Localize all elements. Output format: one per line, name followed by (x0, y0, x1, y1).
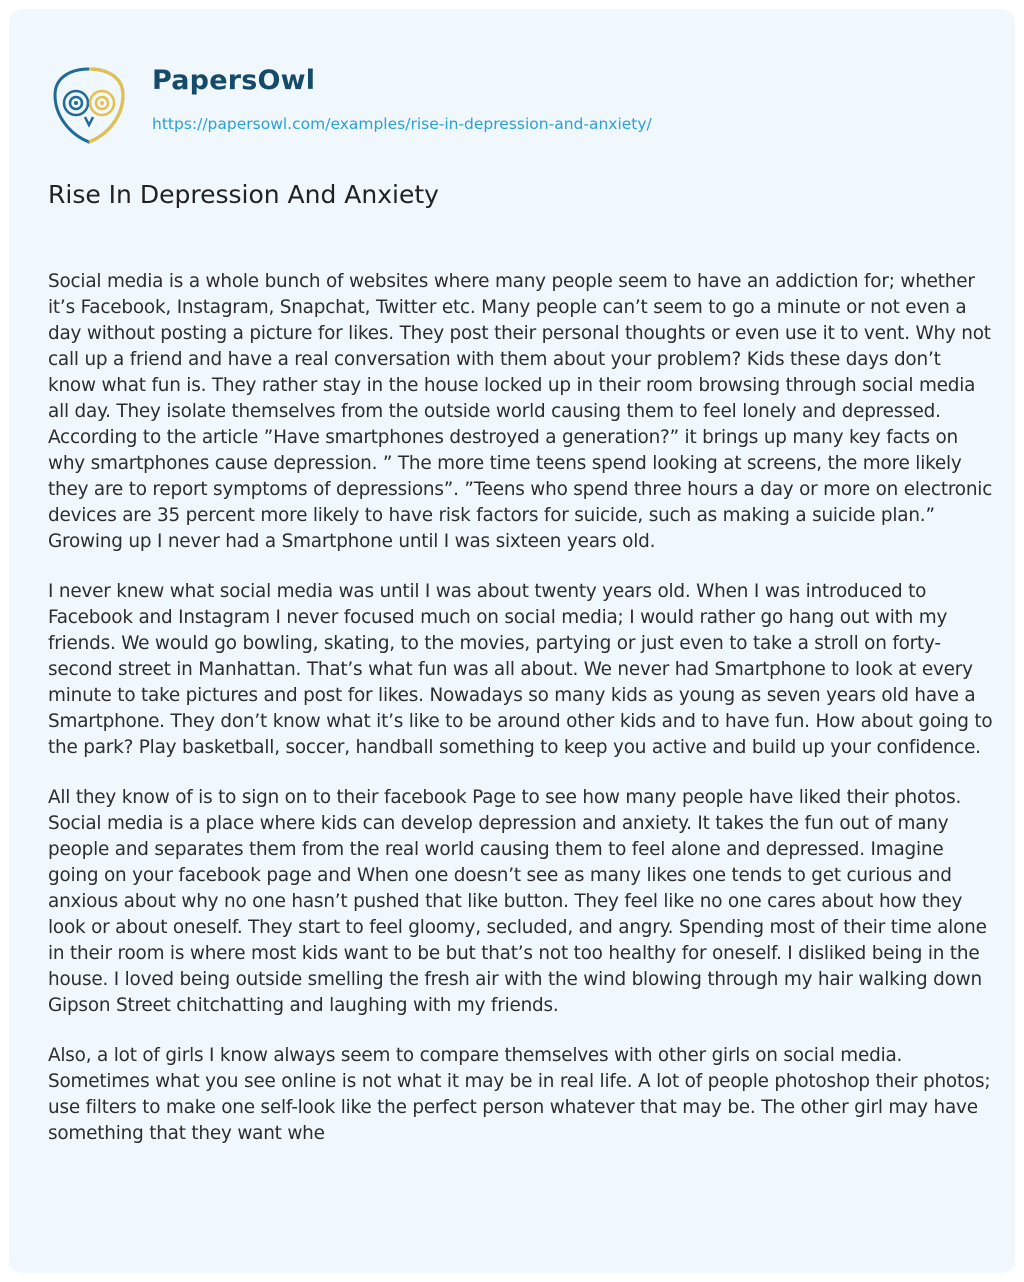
paragraph-4: Also, a lot of girls I know always seem to compare themselves with other girls on social media. Sometimes what you see online is not what it may be in real life. A lot of people photoshop their photos; use filters to make one self-look like the perfect person whatever that may be. The other girl may have something that they want whe (48, 1045, 991, 1144)
page-card (9, 9, 1015, 1273)
brand-name: PapersOwl (152, 65, 316, 96)
owl-logo-icon (49, 65, 129, 145)
essay-body (48, 269, 994, 1171)
paragraph-3: All they know of is to sign on to their facebook Page to see how many people have liked their photos. Social media is a place where kids can develop depression and anxiety. It takes the fun out of many people and separates them from the real world causing them to feel alone and depressed. Imagine going on your facebook page and When one doesn’t see as many likes one tends to get curious and anxious about why no one hasn’t pushed that like button. They feel like no one cares about how they look or about oneself. They start to feel gloomy, secluded, and angry. Spending most of their time alone in their room is where most kids want to be but that’s not too healthy for oneself. I disliked being in the house. I loved being outside smelling the fresh air with the wind blowing through my hair walking down Gipson Street chitchatting and laughing with my friends. (48, 787, 987, 1016)
header (49, 65, 989, 145)
source-url-link[interactable]: https://papersowl.com/examples/rise-in-depression-and-anxiety/ (152, 115, 652, 133)
paragraph-2: I never knew what social media was until I was about twenty years old. When I was introduced to Facebook and Instagram I never focused much on social media; I would rather go hang out with my friends. We would go bowling, skating, to the movies, partying or just even to take a stroll on forty-second street in Manhattan. That’s what fun was all about. We never had Smartphone to look at every minute to take pictures and post for likes. Nowadays so many kids as young as seven years old have a Smartphone. They don’t know what it’s like to be around other kids and to have fun. How about going to the park? Play basketball, soccer, handball something to keep you active and build up your confidence. (48, 581, 993, 758)
paragraph-1: Social media is a whole bunch of websites where many people seem to have an addiction for; whether it’s Facebook, Instagram, Snapchat, Twitter etc. Many people can’t seem to go a minute or not even a day without posting a picture for likes. They post their personal thoughts or even use it to vent. Why not call up a friend and have a real conversation with them about your problem? Kids these days don’t know what fun is. They rather stay in the house locked up in their room browsing through social media all day. They isolate themselves from the outside world causing them to feel lonely and depressed. According to the article ”Have smartphones destroyed a generation?” it brings up many key facts on why smartphones cause depression. ” The more time teens spend looking at screens, the more likely they are to report symptoms of depressions”. ”Teens who spend three hours a day or more on electronic devices are 35 percent more likely to have risk factors for suicide, such as making a suicide plan.” Growing up I never had a Smartphone until I was sixteen years old. (48, 271, 993, 552)
page-title: Rise In Depression And Anxiety (48, 180, 439, 209)
